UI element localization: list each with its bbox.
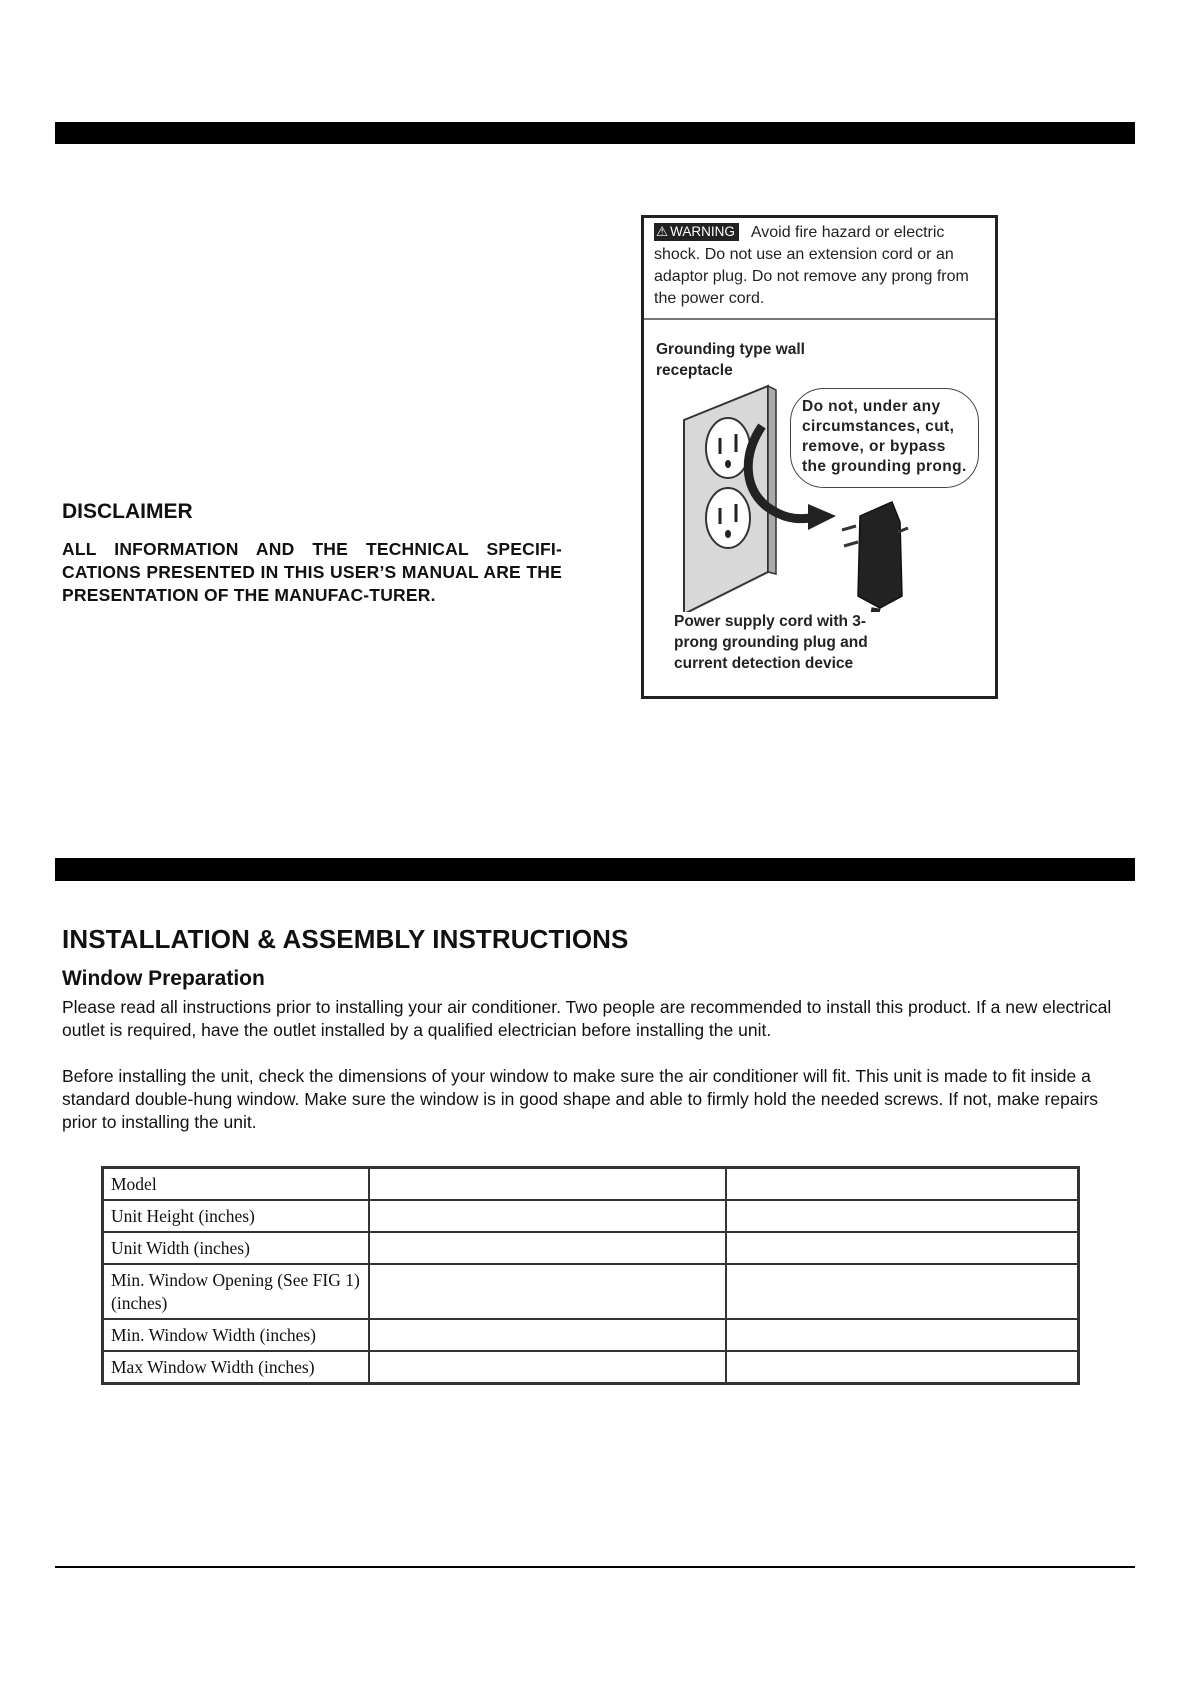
warning-figure	[641, 215, 998, 699]
power-cord-label: Power supply cord with 3-prong grounding plug and current detection device	[674, 613, 868, 672]
installation-title: INSTALLATION & ASSEMBLY INSTRUCTIONS	[62, 924, 629, 954]
row-label-unit-height: Unit Height (inches)	[103, 1200, 370, 1232]
table-cell	[726, 1200, 1079, 1232]
spec-table	[101, 1166, 1080, 1385]
row-label-model: Model	[103, 1168, 370, 1201]
row-label-min-window-width: Min. Window Width (inches)	[103, 1319, 370, 1351]
table-row	[103, 1264, 1079, 1319]
row-label-unit-width: Unit Width (inches)	[103, 1232, 370, 1264]
table-cell	[726, 1319, 1079, 1351]
warning-text-block	[654, 222, 992, 310]
installation-section	[62, 924, 1132, 1134]
window-preparation-heading: Window Preparation	[62, 967, 265, 990]
installation-paragraph-2: Before installing the unit, check the dimensions of your window to make sure the air conditioner will fit. This unit is made to fit inside a standard double-hung window. Make sure the window is in good shape and able to firmly hold the needed screws. If not, make repairs prior to installing the unit.	[62, 1066, 1099, 1132]
disclaimer-body: ALL INFORMATION AND THE TECHNICAL SPECIFI-CATIONS PRESENTED IN THIS USER’S MANUAL ARE THE PRESENTATION OF THE MANUFAC-TURER.	[62, 539, 562, 605]
section-header-bar-middle	[55, 858, 1135, 881]
table-row	[103, 1319, 1079, 1351]
plug-icon	[842, 502, 908, 612]
row-label-max-window-width: Max Window Width (inches)	[103, 1351, 370, 1384]
receptacle-label: Grounding type wall receptacle	[656, 341, 805, 379]
table-cell	[369, 1200, 726, 1232]
warning-header	[644, 218, 995, 320]
warning-text: Avoid fire hazard or electric shock. Do not use an extension cord or an adaptor plug. Do not remove any prong from the power cord.	[654, 224, 969, 307]
table-row	[103, 1168, 1079, 1201]
warning-badge	[654, 223, 739, 241]
table-cell	[726, 1264, 1079, 1319]
warning-triangle-icon: ⚠	[656, 224, 669, 239]
table-cell	[369, 1351, 726, 1384]
table-cell	[726, 1351, 1079, 1384]
table-cell	[726, 1168, 1079, 1201]
table-row	[103, 1232, 1079, 1264]
table-cell	[369, 1319, 726, 1351]
disclaimer-heading: DISCLAIMER	[62, 500, 193, 523]
installation-paragraph-1: Please read all instructions prior to installing your air conditioner. Two people are recommended to install this product. If a new electrical outlet is required, have the outlet installed by a qualified electrician before installing the unit.	[62, 997, 1112, 1040]
table-row	[103, 1200, 1079, 1232]
table-row	[103, 1351, 1079, 1384]
table-cell	[726, 1232, 1079, 1264]
section-header-bar-top	[55, 122, 1135, 144]
row-label-min-window-opening: Min. Window Opening (See FIG 1) (inches)	[103, 1264, 370, 1319]
footer-rule	[55, 1566, 1135, 1568]
callout-bubble: Do not, under any circumstances, cut, remove, or bypass the grounding prong.	[790, 388, 979, 488]
disclaimer-section	[62, 500, 562, 607]
table-cell	[369, 1168, 726, 1201]
table-cell	[369, 1232, 726, 1264]
warning-badge-label: WARNING	[670, 224, 735, 239]
table-cell	[369, 1264, 726, 1319]
